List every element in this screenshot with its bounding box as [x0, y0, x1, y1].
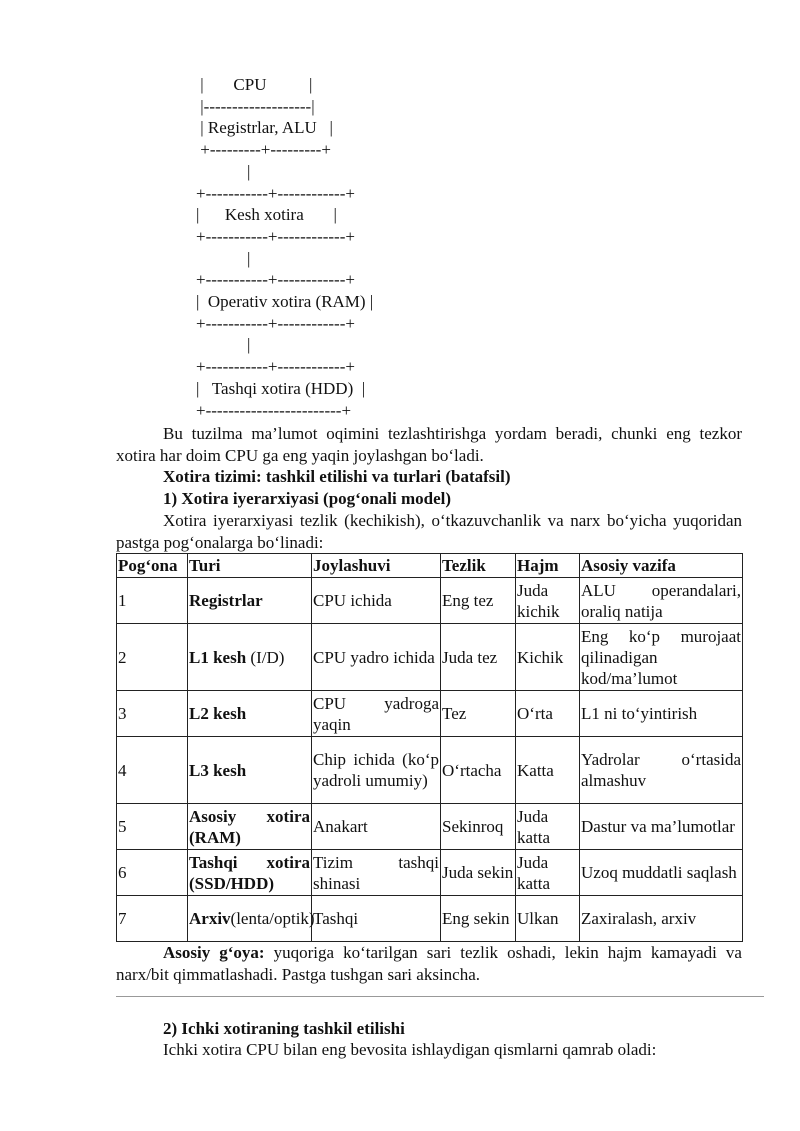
cell-purpose: L1 ni to‘yintirish — [580, 691, 743, 737]
diagram-line: | Kesh xotira | — [196, 205, 337, 225]
cell-location: CPU ichida — [312, 578, 441, 624]
cell-purpose: ALU operandalari, oraliq natija — [580, 578, 743, 624]
header-purpose: Asosiy vazifa — [580, 554, 743, 578]
cell-level: 7 — [117, 896, 188, 942]
section-title: Xotira tizimi: tashkil etilishi va turlari (batafsil) — [163, 467, 511, 487]
table-row — [117, 737, 743, 804]
cell-speed: Juda tez — [441, 624, 516, 691]
subsection-1-text: Xotira iyerarxiyasi tezlik (kechikish), o‘tkazuvchanlik va narx bo‘yicha yuqoridan pastga pog‘onalarga bo‘linadi: — [116, 510, 742, 552]
cell-type — [188, 896, 315, 942]
intro-paragraph: Bu tuzilma ma’lumot oqimini tezlashtirishga yordam beradi, chunki eng tezkor xotira har doim CPU ga eng yaqin joylashgan bo‘ladi. — [116, 424, 742, 465]
cell-type — [188, 691, 312, 737]
table-header-row — [117, 554, 743, 578]
type-name: L2 kesh — [189, 704, 247, 724]
diagram-line: | — [196, 335, 251, 355]
diagram-line: | Registrlar, ALU | — [196, 118, 333, 138]
cell-size: Juda katta — [516, 804, 580, 850]
cell-size: Ulkan — [516, 896, 580, 942]
subsection-1-title: 1) Xotira iyerarxiyasi (pog‘onali model) — [163, 489, 452, 509]
memory-hierarchy-diagram — [196, 74, 373, 421]
diagram-line: +------------------------+ — [196, 400, 352, 420]
table-row — [117, 624, 743, 691]
type-name: L3 kesh — [189, 760, 247, 780]
type-name: Tashqi xotira (SSD/HDD) — [189, 852, 310, 893]
cell-level: 2 — [117, 624, 188, 691]
key-idea-text: yuqoriga ko‘tarilgan sari tezlik oshadi, lekin hajm kamayadi va narx/bit qimmatlashadi. Pastga tushgan sari aksincha. — [116, 943, 742, 984]
cell-location: CPU yadroga yaqin — [312, 691, 441, 737]
diagram-line: | — [196, 248, 251, 268]
cell-purpose: Yadrolar o‘rtasida almashuv — [580, 737, 743, 804]
cell-purpose: Eng ko‘p murojaat qilinadigan kod/ma’lumot — [580, 624, 743, 691]
cell-size: Kichik — [516, 624, 580, 691]
diagram-line: | Tashqi xotira (HDD) | — [196, 378, 366, 398]
cell-level: 5 — [117, 804, 188, 850]
cell-speed: Eng tez — [441, 578, 516, 624]
cell-speed: Tez — [441, 691, 516, 737]
cell-purpose: Uzoq muddatli saqlash — [580, 850, 743, 896]
diagram-line: |-------------------| — [196, 96, 315, 116]
subsection-2-title: 2) Ichki xotiraning tashkil etilishi — [163, 1018, 405, 1038]
cell-type — [188, 804, 312, 850]
table-row — [117, 691, 743, 737]
cell-location: Tizim tashqi shinasi — [312, 850, 441, 896]
type-extra: (I/D) — [246, 647, 285, 667]
cell-location: Anakart — [312, 804, 441, 850]
memory-levels-table — [116, 553, 743, 942]
cell-purpose: Zaxiralash, arxiv — [580, 896, 743, 942]
table-row — [117, 850, 743, 896]
cell-purpose: Dastur va ma’lumotlar — [580, 804, 743, 850]
cell-type — [188, 578, 312, 624]
document-body — [116, 423, 742, 1061]
cell-level: 1 — [117, 578, 188, 624]
cell-size: Juda katta — [516, 850, 580, 896]
cell-type — [188, 850, 312, 896]
diagram-line: +-----------+------------+ — [196, 313, 355, 333]
cell-speed: Juda sekin — [441, 850, 516, 896]
subsection-2-text: Ichki xotira CPU bilan eng bevosita ishlaydigan qismlarni qamrab oladi: — [163, 1040, 657, 1060]
cell-size: Katta — [516, 737, 580, 804]
diagram-line: +-----------+------------+ — [196, 183, 355, 203]
diagram-line: +-----------+------------+ — [196, 357, 355, 377]
cell-size: O‘rta — [516, 691, 580, 737]
table-row — [117, 578, 743, 624]
key-idea-paragraph — [116, 942, 742, 985]
cell-speed: Sekinroq — [441, 804, 516, 850]
type-name: L1 kesh — [189, 647, 247, 667]
diagram-line: | Operativ xotira (RAM) | — [196, 292, 374, 312]
cell-type — [188, 737, 312, 804]
diagram-line: +-----------+------------+ — [196, 226, 355, 246]
header-speed: Tezlik — [441, 554, 516, 578]
header-location: Joylashuvi — [312, 554, 441, 578]
table-row — [117, 804, 743, 850]
cell-level: 3 — [117, 691, 188, 737]
type-extra: (lenta/optik) — [230, 909, 315, 929]
type-name: Arxiv — [189, 909, 231, 929]
diagram-line: | CPU | — [196, 75, 313, 94]
key-idea-label: Asosiy g‘oya: — [163, 943, 265, 963]
header-size: Hajm — [516, 554, 580, 578]
type-name: Registrlar — [189, 591, 263, 611]
cell-speed: Eng sekin — [441, 896, 516, 942]
table-row — [117, 896, 743, 942]
cell-location: CPU yadro ichida — [312, 624, 441, 691]
cell-type — [188, 624, 312, 691]
header-level: Pog‘ona — [117, 554, 188, 578]
cell-size: Juda kichik — [516, 578, 580, 624]
cell-location: Chip ichida (ko‘p yadroli umumiy) — [312, 737, 441, 804]
cell-level: 6 — [117, 850, 188, 896]
cell-location: Tashqi — [312, 896, 441, 942]
type-name: Asosiy xotira (RAM) — [189, 806, 310, 847]
cell-level: 4 — [117, 737, 188, 804]
diagram-line: +-----------+------------+ — [196, 270, 355, 290]
cell-speed: O‘rtacha — [441, 737, 516, 804]
header-type: Turi — [188, 554, 312, 578]
diagram-line: +---------+---------+ — [196, 140, 331, 160]
diagram-line: | — [196, 161, 251, 181]
